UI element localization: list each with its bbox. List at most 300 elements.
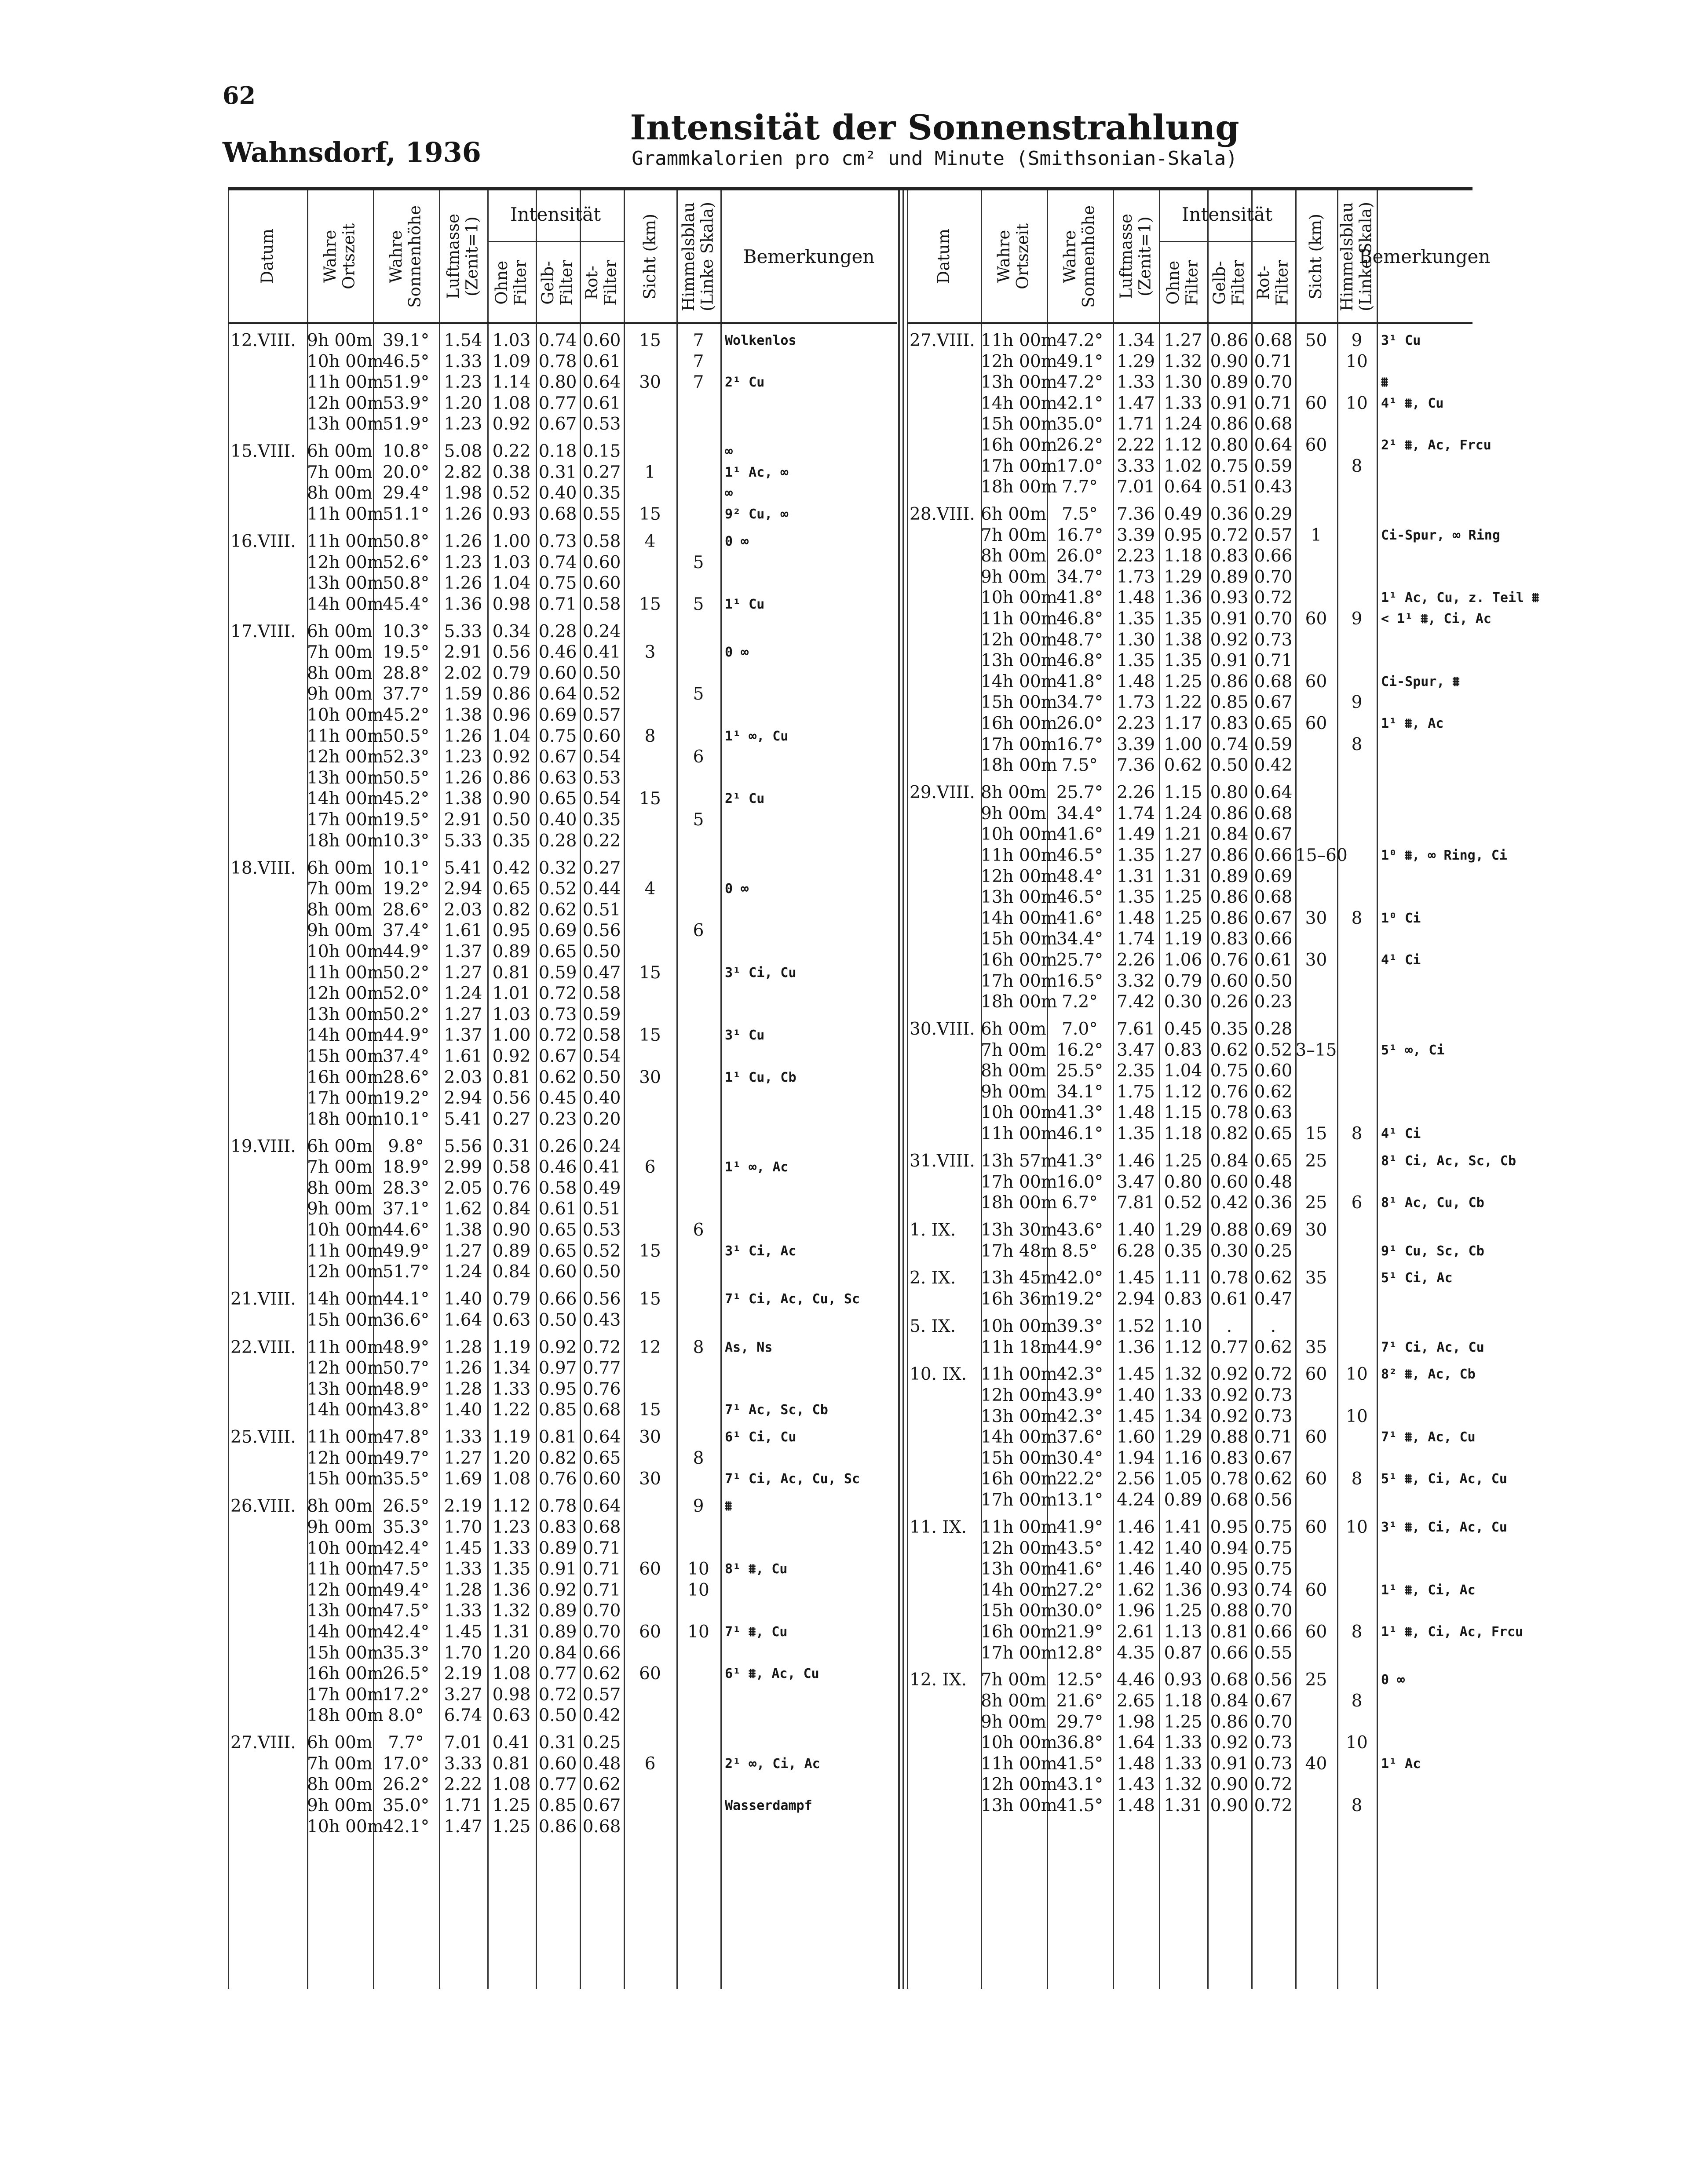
cell-zeit: 9h 00m	[307, 331, 373, 350]
table-row	[228, 1157, 897, 1178]
cell-blau	[1337, 1061, 1377, 1081]
cell-luft: 5.41	[444, 858, 482, 878]
cell-gelb: 0.67	[538, 747, 577, 767]
cell-sicht	[1295, 650, 1337, 671]
table-row	[228, 726, 897, 747]
cell-zeit: 9h 00m	[981, 567, 1046, 587]
cell-sicht: 35	[1305, 1268, 1327, 1288]
cell-datum	[907, 435, 983, 456]
cell-hoehe: 52.3°	[382, 747, 430, 767]
cell-sicht: 60	[639, 1664, 661, 1684]
cell-luft: 1.35	[1117, 887, 1155, 908]
table-row	[907, 393, 1472, 414]
cell-ohne: 1.25	[492, 1796, 531, 1816]
cell-luft: 1.71	[444, 1796, 482, 1816]
cell-gelb: 0.85	[1210, 693, 1249, 713]
cell-luft: 2.56	[1117, 1469, 1155, 1489]
cell-luft: 1.60	[1117, 1427, 1155, 1447]
cell-sicht: 50	[1305, 331, 1327, 350]
cell-luft: 1.40	[444, 1400, 482, 1420]
cell-luft: 1.52	[1117, 1316, 1155, 1336]
cell-datum	[907, 1622, 983, 1642]
cell-luft: 2.23	[1117, 714, 1155, 734]
cell-ohne: 1.04	[492, 573, 531, 594]
cell-gelb: 0.91	[1210, 1754, 1249, 1774]
cell-blau	[676, 768, 720, 788]
cell-datum	[228, 1643, 310, 1663]
cell-zeit: 12h 00m	[307, 1262, 384, 1282]
cell-hoehe: 18.9°	[382, 1157, 430, 1178]
cell-blau	[1337, 1337, 1377, 1358]
cell-blau	[1337, 1316, 1377, 1337]
table-row	[907, 1517, 1507, 1538]
header-ohne-label: Ohne Filter	[492, 260, 530, 306]
cell-sicht	[1295, 456, 1337, 477]
header-datum-label: Datum	[934, 229, 953, 284]
cell-blau	[1337, 1490, 1377, 1510]
cell-rot: 0.75	[1254, 1559, 1293, 1579]
cell-bemerkungen: < 1¹ ⩩, Ci, Ac	[1381, 611, 1491, 627]
cell-datum	[907, 1061, 983, 1081]
cell-ohne: 0.30	[1164, 992, 1202, 1012]
cell-sicht: 60	[1305, 1622, 1327, 1642]
cell-bemerkungen	[1377, 1795, 1477, 1816]
cell-datum	[228, 642, 310, 663]
cell-datum: 27.VIII.	[910, 331, 975, 350]
table-row	[228, 1469, 897, 1489]
cell-hoehe: 26.5°	[382, 1664, 430, 1684]
cell-rot: 0.60	[582, 1469, 621, 1489]
table-top-rule	[228, 187, 1472, 190]
table-row	[907, 1732, 1472, 1753]
cell-gelb: 0.89	[1210, 372, 1249, 393]
cell-zeit: 11h 18m	[981, 1337, 1057, 1357]
cell-gelb: 0.75	[1210, 456, 1249, 476]
cell-luft: 1.47	[1117, 393, 1155, 413]
cell-sicht	[624, 1178, 676, 1199]
cell-gelb: 0.82	[538, 1448, 577, 1468]
cell-bemerkungen	[720, 1816, 902, 1837]
cell-bemerkungen	[720, 552, 902, 573]
header-zeit-label: Wahre Ortszeit	[321, 223, 358, 289]
cell-sicht	[624, 1705, 676, 1726]
cell-blau	[1337, 525, 1377, 546]
cell-hoehe: 16.5°	[1056, 971, 1103, 991]
cell-bemerkungen	[720, 941, 902, 962]
cell-rot: 0.56	[1254, 1670, 1293, 1690]
cell-blau	[1337, 1220, 1377, 1240]
cell-hoehe: 48.7°	[1056, 630, 1103, 650]
cell-rot: 0.57	[582, 1684, 621, 1705]
cell-gelb: .	[1226, 1316, 1232, 1336]
cell-zeit: 14h 00m	[307, 1025, 384, 1046]
table-row	[228, 1337, 897, 1358]
cell-zeit: 11h 00m	[307, 372, 384, 393]
cell-zeit: 7h 00m	[307, 462, 373, 482]
cell-sicht	[1295, 351, 1337, 372]
cell-sicht: 30	[1305, 950, 1327, 970]
cell-ohne: 1.13	[1164, 1622, 1202, 1642]
cell-bemerkungen: 7¹ Ci, Ac, Cu, Sc	[725, 1291, 860, 1307]
cell-luft: 1.31	[1117, 866, 1155, 886]
cell-hoehe: 16.7°	[1056, 734, 1103, 755]
table-row	[228, 1816, 897, 1837]
cell-sicht	[1295, 755, 1337, 776]
cell-rot: 0.62	[1254, 1469, 1293, 1489]
cell-luft: 7.42	[1117, 992, 1155, 1012]
cell-zeit: 15h 00m	[981, 929, 1057, 949]
cell-blau	[676, 1004, 720, 1025]
cell-hoehe: 35.0°	[1056, 414, 1103, 434]
cell-blau: 8	[693, 1337, 704, 1357]
cell-rot: 0.68	[1254, 887, 1293, 908]
cell-ohne: 1.33	[492, 1379, 531, 1399]
cell-blau	[676, 1310, 720, 1331]
cell-bemerkungen: 9¹ Cu, Sc, Cb	[1381, 1243, 1484, 1259]
cell-zeit: 10h 00m	[307, 1538, 384, 1558]
cell-hoehe: 43.5°	[1056, 1538, 1103, 1558]
cell-gelb: 0.82	[1210, 1124, 1249, 1144]
table-row	[907, 1061, 1472, 1081]
cell-hoehe: 44.9°	[1056, 1337, 1103, 1357]
table-row	[228, 1684, 897, 1705]
table-row	[907, 1670, 1472, 1690]
cell-sicht	[1295, 1559, 1337, 1579]
table-row	[907, 692, 1472, 713]
cell-hoehe: 42.4°	[382, 1622, 430, 1642]
cell-blau	[1337, 1427, 1377, 1447]
cell-bemerkungen	[720, 858, 902, 879]
header-intensitaet-rule	[1159, 241, 1295, 242]
cell-hoehe: 6.7°	[1062, 1193, 1098, 1213]
cell-ohne: 0.34	[492, 621, 531, 642]
cell-luft: 4.24	[1117, 1490, 1155, 1510]
cell-blau: 8	[1351, 1691, 1363, 1711]
cell-rot: 0.67	[1254, 693, 1293, 713]
cell-luft: 1.38	[444, 705, 482, 726]
cell-sicht	[1295, 734, 1337, 755]
cell-hoehe: 49.9°	[382, 1241, 430, 1261]
table-row	[228, 1732, 897, 1753]
table-row	[907, 1774, 1472, 1795]
cell-datum	[228, 963, 310, 983]
cell-ohne: 0.42	[492, 858, 531, 878]
cell-sicht	[1295, 1538, 1337, 1559]
cell-rot: 0.70	[582, 1622, 621, 1642]
cell-hoehe: 35.5°	[382, 1469, 430, 1489]
cell-sicht	[1295, 1289, 1337, 1309]
cell-sicht	[1295, 630, 1337, 650]
cell-zeit: 7h 00m	[981, 1040, 1046, 1060]
cell-bemerkungen: 1¹ Ac, Cu, z. Teil ⩩	[1381, 590, 1539, 606]
cell-datum	[907, 1337, 983, 1358]
cell-hoehe: 41.3°	[1056, 1151, 1103, 1171]
cell-sicht: 60	[1305, 1580, 1327, 1600]
table-row	[228, 1136, 897, 1157]
cell-gelb: 0.50	[538, 1706, 577, 1726]
cell-zeit: 11h 00m	[981, 1364, 1057, 1385]
cell-ohne: 1.16	[1164, 1448, 1202, 1468]
table-row	[228, 900, 897, 920]
cell-luft: 1.61	[444, 1046, 482, 1066]
cell-zeit: 12h 00m	[307, 747, 384, 767]
cell-blau	[1337, 1559, 1377, 1579]
cell-zeit: 13h 30m	[981, 1220, 1057, 1240]
cell-bemerkungen	[720, 900, 902, 920]
cell-zeit: 10h 00m	[307, 351, 384, 372]
cell-luft: 1.26	[444, 1358, 482, 1378]
cell-blau: 9	[693, 1496, 704, 1517]
table-row	[907, 887, 1472, 908]
cell-ohne: 0.98	[492, 1684, 531, 1705]
cell-blau	[1337, 414, 1377, 434]
cell-bemerkungen	[720, 573, 902, 594]
cell-hoehe: 20.0°	[382, 462, 430, 482]
cell-sicht	[624, 983, 676, 1004]
header-hoehe-label: Wahre Sonnenhöhe	[387, 205, 424, 308]
cell-rot: 0.70	[1254, 1601, 1293, 1621]
cell-ohne: 1.06	[1164, 950, 1202, 970]
cell-datum	[228, 393, 310, 414]
cell-gelb: 0.26	[1210, 992, 1249, 1012]
cell-gelb: 0.84	[1210, 824, 1249, 845]
cell-blau: 8	[1351, 734, 1363, 755]
cell-sicht	[1295, 1490, 1337, 1510]
table-row	[907, 1102, 1472, 1123]
table-row	[228, 788, 897, 809]
cell-sicht	[1295, 1601, 1337, 1621]
table-row	[907, 803, 1472, 824]
table-row	[228, 351, 897, 372]
cell-luft: 7.61	[1117, 1019, 1155, 1039]
table-row	[907, 950, 1472, 970]
table-row	[228, 920, 897, 941]
cell-rot: 0.54	[582, 789, 621, 809]
cell-blau	[676, 726, 720, 747]
cell-bemerkungen	[720, 1448, 902, 1469]
header-hoehe	[373, 190, 439, 322]
cell-zeit: 8h 00m	[981, 546, 1046, 566]
cell-gelb: 0.42	[1210, 1193, 1249, 1213]
header-luft	[439, 190, 487, 322]
cell-zeit: 7h 00m	[307, 642, 373, 663]
table-row	[228, 414, 897, 434]
cell-gelb: 0.75	[538, 573, 577, 594]
cell-blau: 8	[1351, 456, 1363, 476]
cell-gelb: 0.89	[538, 1601, 577, 1621]
cell-datum	[228, 983, 310, 1004]
table-row	[907, 1559, 1472, 1579]
cell-gelb: 0.84	[1210, 1691, 1249, 1711]
cell-datum	[228, 1262, 310, 1282]
cell-bemerkungen	[1377, 1289, 1477, 1309]
cell-bemerkungen: 2¹ Cu	[725, 375, 765, 390]
cell-rot: 0.60	[1254, 1061, 1293, 1081]
table-row	[907, 1289, 1472, 1309]
cell-blau	[676, 462, 720, 483]
cell-zeit: 10h 00m	[307, 941, 384, 962]
cell-sicht	[624, 920, 676, 941]
table-row	[228, 552, 897, 573]
cell-sicht: 60	[1305, 714, 1327, 734]
cell-ohne: 0.35	[1164, 1241, 1202, 1261]
table-row	[907, 1754, 1472, 1774]
cell-luft: 3.27	[444, 1684, 482, 1705]
cell-gelb: 0.68	[538, 504, 577, 525]
cell-sicht	[1295, 1082, 1337, 1102]
cell-ohne: 1.22	[1164, 693, 1202, 713]
cell-blau	[676, 621, 720, 642]
cell-blau	[1337, 1289, 1377, 1309]
cell-zeit: 10h 00m	[981, 588, 1057, 608]
header-zeit	[307, 190, 373, 322]
cell-gelb: 0.91	[1210, 651, 1249, 671]
cell-luft: 2.61	[1117, 1622, 1155, 1642]
table-row	[907, 630, 1472, 650]
cell-datum	[907, 630, 983, 650]
cell-gelb: 0.86	[1210, 845, 1249, 865]
cell-sicht	[624, 1199, 676, 1219]
cell-bemerkungen: 2¹ Cu	[725, 791, 765, 807]
cell-zeit: 16h 00m	[307, 1664, 384, 1684]
cell-datum	[907, 372, 983, 393]
cell-datum	[228, 1816, 310, 1837]
table-row	[228, 573, 897, 594]
cell-blau	[676, 1795, 720, 1816]
cell-rot: 0.67	[582, 1796, 621, 1816]
cell-rot: 0.71	[1254, 651, 1293, 671]
cell-gelb: 0.32	[538, 858, 577, 878]
cell-datum	[228, 504, 310, 525]
cell-zeit: 8h 00m	[981, 1061, 1046, 1081]
cell-zeit: 6h 00m	[307, 441, 373, 462]
cell-blau	[676, 1199, 720, 1219]
cell-blau: 8	[1351, 1622, 1363, 1642]
cell-ohne: 0.89	[492, 1241, 531, 1261]
cell-hoehe: 41.5°	[1056, 1796, 1103, 1816]
cell-sicht: 15	[639, 1400, 661, 1420]
cell-rot: 0.60	[582, 726, 621, 746]
cell-zeit: 13h 00m	[307, 768, 384, 788]
cell-gelb: 0.91	[1210, 609, 1249, 629]
cell-blau	[1337, 1241, 1377, 1262]
table-row	[228, 1220, 897, 1240]
cell-sicht	[624, 1816, 676, 1837]
cell-zeit: 14h 00m	[981, 671, 1057, 692]
cell-sicht	[1295, 824, 1337, 845]
cell-datum	[228, 1220, 310, 1240]
cell-rot: 0.15	[582, 441, 621, 462]
table-row	[228, 1517, 897, 1538]
cell-sicht: 15	[639, 504, 661, 525]
cell-luft: 1.26	[444, 504, 482, 525]
cell-hoehe: 29.7°	[1056, 1712, 1103, 1732]
cell-datum	[907, 1385, 983, 1406]
header-rot	[580, 243, 624, 322]
cell-gelb: 0.50	[538, 1310, 577, 1330]
cell-datum	[907, 755, 983, 776]
cell-bemerkungen: 0 ∞	[725, 645, 749, 660]
cell-ohne: 1.40	[1164, 1559, 1202, 1579]
header-gelb-label: Gelb- Filter	[538, 260, 576, 306]
cell-datum	[228, 1538, 310, 1559]
cell-sicht: 60	[1305, 435, 1327, 455]
cell-bemerkungen	[1377, 782, 1477, 803]
cell-blau	[676, 900, 720, 920]
cell-bemerkungen	[720, 663, 902, 684]
cell-hoehe: 35.3°	[382, 1517, 430, 1537]
cell-sicht	[624, 1580, 676, 1601]
table-row	[907, 650, 1472, 671]
cell-datum	[907, 1427, 983, 1447]
cell-luft: 2.35	[1117, 1061, 1155, 1081]
cell-sicht: 6	[644, 1754, 656, 1774]
cell-luft: 6.28	[1117, 1241, 1155, 1261]
cell-rot: 0.66	[1254, 845, 1293, 865]
cell-rot: 0.49	[582, 1178, 621, 1198]
cell-ohne: 1.32	[1164, 351, 1202, 372]
cell-rot: 0.50	[582, 663, 621, 683]
cell-datum	[907, 1754, 983, 1774]
cell-bemerkungen: 4¹ Ci	[1381, 952, 1421, 968]
table-row	[907, 1192, 1484, 1213]
cell-hoehe: 37.1°	[382, 1199, 430, 1219]
cell-zeit: 15h 00m	[981, 1448, 1057, 1468]
cell-gelb: 0.78	[1210, 1103, 1249, 1123]
cell-zeit: 7h 00m	[307, 1754, 373, 1774]
cell-datum	[907, 525, 983, 546]
cell-hoehe: 37.4°	[382, 1046, 430, 1066]
cell-zeit: 8h 00m	[307, 900, 373, 920]
cell-datum: 26.VIII.	[230, 1496, 296, 1517]
cell-zeit: 10h 00m	[981, 1733, 1057, 1753]
cell-zeit: 14h 00m	[307, 789, 384, 809]
cell-bemerkungen: 7¹ Ac, Sc, Cb	[725, 1402, 828, 1418]
cell-datum	[907, 803, 983, 824]
cell-luft: 1.40	[1117, 1220, 1155, 1240]
cell-sicht	[624, 552, 676, 573]
cell-ohne: 0.84	[492, 1199, 531, 1219]
cell-datum	[228, 726, 310, 747]
cell-bemerkungen	[720, 621, 902, 642]
cell-luft: 1.33	[444, 351, 482, 372]
cell-gelb: 0.81	[538, 1427, 577, 1447]
cell-sicht	[624, 393, 676, 414]
cell-luft: 2.23	[1117, 546, 1155, 566]
cell-ohne: 0.92	[492, 414, 531, 434]
cell-hoehe: 16.7°	[1056, 525, 1103, 545]
cell-bemerkungen: 4¹ Ci	[1381, 1126, 1421, 1142]
cell-zeit: 12h 00m	[307, 1358, 384, 1378]
cell-bemerkungen	[1377, 1643, 1477, 1663]
cell-zeit: 8h 00m	[307, 1178, 373, 1198]
cell-hoehe: 52.6°	[382, 552, 430, 572]
cell-hoehe: 12.5°	[1056, 1670, 1103, 1690]
cell-rot: 0.51	[582, 900, 621, 920]
cell-hoehe: 41.5°	[1056, 1754, 1103, 1774]
cell-sicht	[624, 1517, 676, 1538]
header-rule	[228, 322, 897, 324]
cell-gelb: 0.78	[1210, 1469, 1249, 1489]
cell-ohne: 1.08	[492, 1664, 531, 1684]
table-row	[907, 1580, 1476, 1601]
cell-datum	[228, 1241, 310, 1262]
cell-luft: 1.20	[444, 393, 482, 413]
cell-bemerkungen: 1¹ ∞, Ac	[725, 1159, 789, 1175]
header-datum	[228, 190, 307, 322]
cell-ohne: 0.45	[1164, 1019, 1202, 1039]
cell-sicht	[624, 858, 676, 879]
